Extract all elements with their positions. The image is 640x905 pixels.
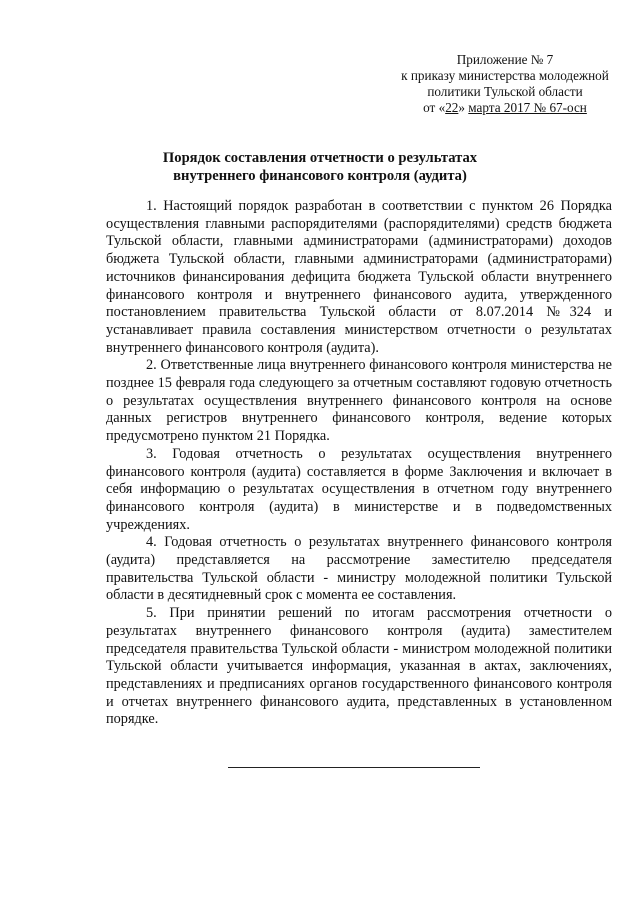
paragraph-4: 4. Годовая отчетность о результатах внутреннего финансового контроля (аудита) представляется на рассмотрение заместителю председателя правительства Тульской области - министру молодежной политики Тульской области в десятидневный срок с момента ее составления.	[106, 534, 612, 604]
appendix-date-month-year: марта 2017 №	[468, 100, 550, 115]
paragraph-1: 1. Настоящий порядок разработан в соответствии с пунктом 26 Порядка осуществления главными распорядителями (распорядителями) средств бюджета Тульской области, главными администраторами (администраторами) доходов бюджета Тульской области, главными администраторами (администраторами) источников финансирования дефицита бюджета Тульской области внутреннего финансового контроля и внутреннего финансового аудита, утвержденного постановлением правительства Тульской области от 8.07.2014 №324 и устанавливает правила составления министерством отчетности о результатах внутреннего финансового контроля (аудита).	[106, 198, 612, 356]
paragraph-5: 5. При принятии решений по итогам рассмотрения отчетности о результатах внутреннего финансового контроля (аудита) заместителем председателя правительства Тульской области - министром молодежной политики Тульской области учитывается информация, указанная в актах, заключениях, представлениях и предписаниях органов государственного финансового контроля и отчетах внутреннего финансового аудита, представленных в установленном порядке.	[106, 605, 612, 728]
closing-divider	[228, 767, 480, 768]
appendix-ministry: политики Тульской области	[427, 84, 583, 99]
appendix-date-day: 22	[445, 100, 459, 115]
paragraph-3: 3. Годовая отчетность о результатах осуществления внутреннего финансового контроля (аудита) составляется в форме Заключения и включает в себя информацию о результатах осуществления в отчетном году внутреннего финансового контроля (аудита) в министерстве и в подведомственных учреждениях.	[106, 445, 612, 533]
appendix-header	[380, 52, 630, 116]
appendix-order-ref: к приказу министерства молодежной	[401, 68, 609, 83]
appendix-number: Приложение № 7	[456, 52, 554, 67]
title-line-1: Порядок составления отчетности о результатах	[162, 150, 478, 166]
document-title	[110, 149, 530, 185]
document-body	[106, 198, 612, 729]
paragraph-2: 2. Ответственные лица внутреннего финансового контроля министерства не позднее 15 февраля года следующего за отчетным составляют годовую отчетность о результатах осуществления внутреннего финансового контроля на основе данных регистров внутреннего финансового контроля, ведение которых предусмотрено пунктом 21 Порядка.	[106, 357, 612, 445]
title-line-2: внутреннего финансового контроля (аудита)	[173, 168, 467, 184]
appendix-order-number: 67-осн	[549, 100, 587, 115]
appendix-date-line	[380, 100, 630, 116]
appendix-date-mid: »	[458, 100, 469, 115]
appendix-date-prefix: от «	[423, 100, 446, 115]
